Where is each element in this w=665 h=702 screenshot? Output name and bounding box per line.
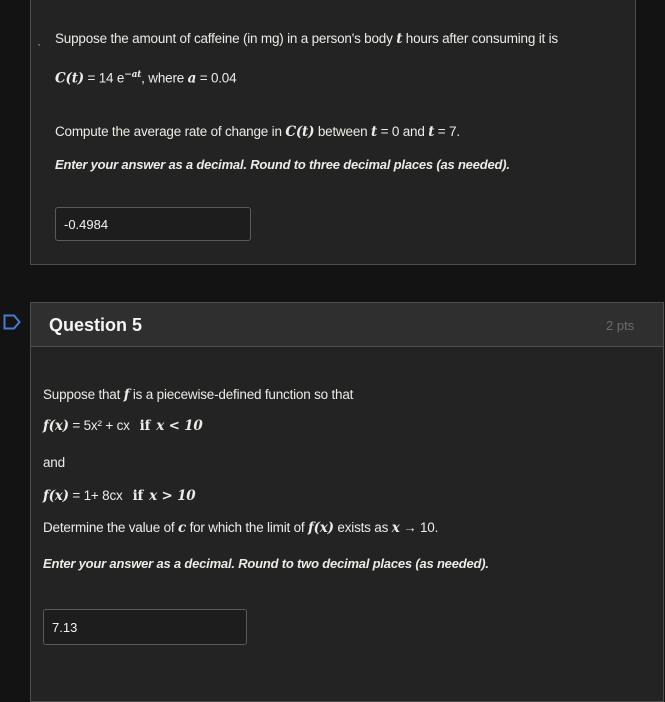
points-label: 2 pts — [606, 318, 635, 333]
piecewise-formula-1: f(x) = 5x² + cx if x < 10 — [43, 418, 203, 434]
and-label: and — [43, 455, 65, 470]
flag-icon[interactable] — [3, 314, 21, 330]
caffeine-formula: C(t) = 14 $e^{-at}$, where a = 0.04 — [55, 70, 237, 87]
answer-instructions: Enter your answer as a decimal. Round to two decimal places (as needed). — [43, 556, 489, 571]
question-title: Question 5 — [49, 315, 143, 335]
answer-input[interactable]: 7.13 — [43, 609, 247, 645]
answer-instructions: Enter your answer as a decimal. Round to three decimal places (as needed). — [55, 157, 510, 172]
compute-prompt: Compute the average rate of change in C(t) between t = 0 and t = 7. — [55, 124, 460, 140]
bullet: · — [37, 37, 41, 51]
determine-prompt: Determine the value of c for which the limit of f(x) exists as x → 10. — [43, 520, 439, 536]
question-intro: Suppose that f is a piecewise-defined function so that — [43, 387, 354, 403]
question-card-5 — [30, 302, 664, 702]
piecewise-formula-2: f(x) = 1+ 8cx if x > 10 — [43, 488, 196, 504]
question-prompt: Suppose the amount of caffeine (in mg) in a person's body t hours after consuming it is — [55, 31, 558, 47]
question-header — [31, 303, 663, 347]
answer-input[interactable]: -0.4984 — [55, 207, 251, 241]
question-card-1 — [30, 0, 636, 265]
